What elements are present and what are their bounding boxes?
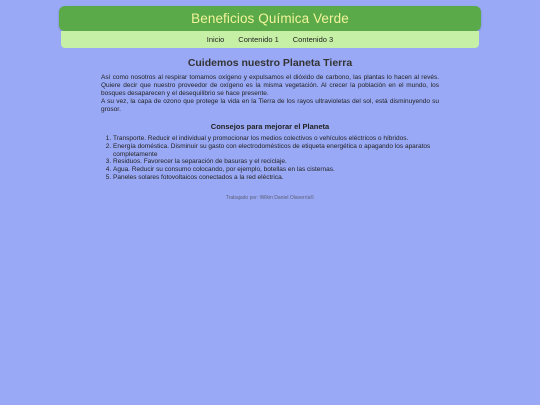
main-nav <box>61 31 479 48</box>
ozone-paragraph: A su vez, la capa de ozono que protege la vida en la Tierra de los rayos ultravioletas del sol, está disminuyendo su grosor. <box>101 98 439 113</box>
tip-item: 3. Residuos. Favorecer la separación de basuras y el reciclaje. <box>113 158 439 166</box>
tip-item: 1. Transporte. Reducir el individual y promocionar los medios colectivos o vehículos eléctricos o híbridos. <box>113 135 439 143</box>
site-title: Beneficios Química Verde <box>191 11 349 26</box>
footer-credit: Trabajado por: Wilkin Daniel Olaverría© <box>225 195 315 201</box>
nav-link-contenido-3[interactable]: Contenido 3 <box>292 35 334 44</box>
tip-item: 4. Agua. Reducir su consumo colocando, por ejemplo, botellas en las cisternas. <box>113 166 439 174</box>
nav-link-contenido-1[interactable]: Contenido 1 <box>238 35 279 44</box>
tips-heading: Consejos para mejorar el Planeta <box>210 122 330 131</box>
intro-paragraph: Así como nosotros al respirar tomamos oxígeno y expulsamos el dióxido de carbono, las plantas lo hacen al revés. Quiere decir que nuestro proveedor de oxígeno es la misma vegetación. Al crecer la población en el mundo, los bosques desaparecen y el desequilibrio se hace presente. <box>101 74 439 97</box>
tips-list <box>101 135 439 182</box>
tip-item: 2. Energía doméstica. Disminuir su gasto con electrodomésticos de etiqueta energética o apagando los aparatos completamente <box>113 143 439 159</box>
site-header <box>59 6 481 31</box>
page-heading: Cuidemos nuestro Planeta Tierra <box>187 57 353 69</box>
nav-link-inicio[interactable]: Inicio <box>206 35 225 44</box>
main-content <box>101 57 439 182</box>
tip-item: 5. Paneles solares fotovoltaicos conectados a la red eléctrica. <box>113 174 439 182</box>
